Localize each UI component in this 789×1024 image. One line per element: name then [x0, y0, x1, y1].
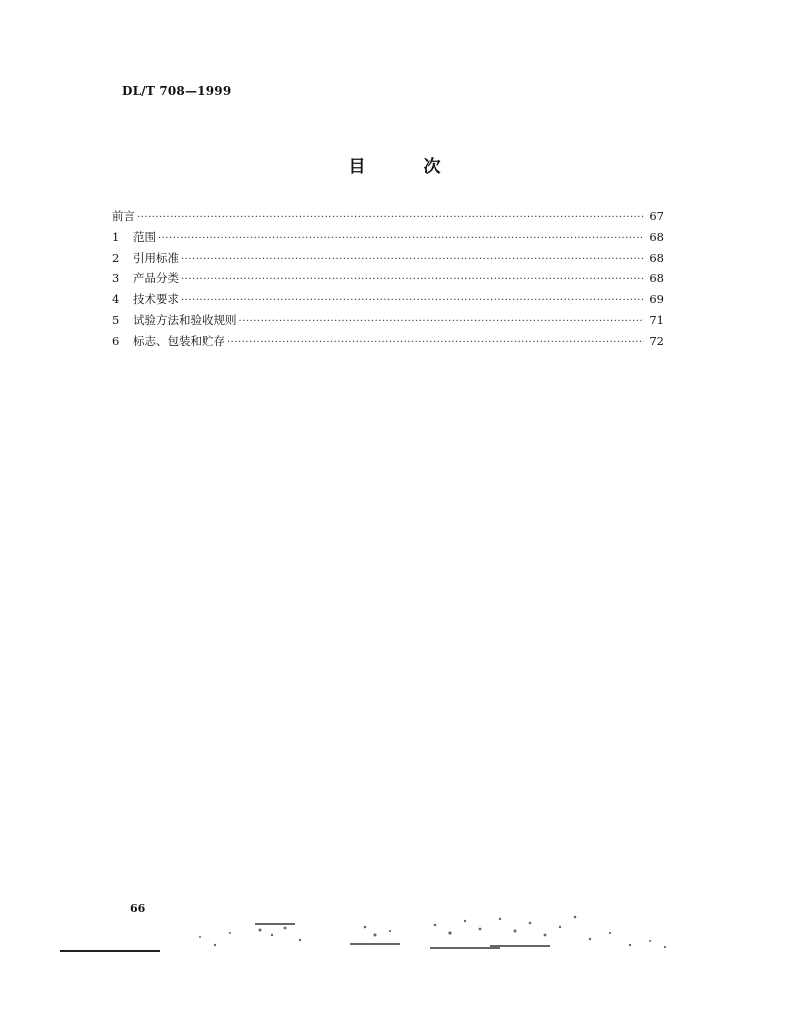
toc-title-char-1: 目 [348, 157, 366, 177]
toc-entry-number: 5 [112, 312, 120, 327]
toc-entry-test-methods[interactable] [112, 310, 664, 331]
toc-entry-requirements[interactable] [112, 289, 664, 310]
toc-entry-page: 68 [649, 271, 664, 286]
toc-title-char-2: 次 [423, 157, 441, 177]
toc-entry-label: 引用标准 [133, 250, 179, 265]
toc-entry-number: 2 [112, 250, 120, 265]
toc-leader-dots [181, 250, 644, 271]
toc-entry-label: 产品分类 [133, 271, 179, 286]
toc-entry-label: 试验方法和验收规则 [133, 312, 237, 327]
toc-entry-number: 6 [112, 333, 120, 348]
scan-artifacts [160, 895, 700, 965]
toc-entry-page: 69 [649, 292, 664, 307]
toc-entry-page: 67 [649, 209, 664, 223]
toc-leader-dots [181, 270, 644, 291]
toc-entry-number: 1 [112, 229, 120, 244]
toc-entry-scope[interactable] [112, 227, 664, 248]
toc-entry-page: 71 [649, 312, 664, 327]
toc-entry-marking-packaging[interactable] [112, 331, 664, 352]
toc-entry-page: 68 [649, 229, 664, 244]
toc-leader-dots [158, 229, 644, 250]
toc-entry-label: 技术要求 [133, 292, 179, 307]
toc-leader-dots [137, 208, 644, 229]
toc-entry-classification[interactable] [112, 268, 664, 289]
document-code: DL/T 708—1999 [122, 84, 232, 98]
toc-entry-label: 标志、包装和贮存 [133, 333, 225, 348]
toc-entry-page: 68 [649, 250, 664, 265]
page-number: 66 [130, 902, 146, 915]
toc-entry-label: 前言 [112, 209, 135, 223]
toc-leader-dots [239, 312, 645, 333]
toc-entry-preface[interactable] [112, 206, 664, 227]
toc-entry-number: 3 [112, 271, 120, 286]
toc-entry-page: 72 [649, 333, 664, 348]
footer-rule [60, 950, 160, 952]
toc-title [0, 152, 789, 177]
toc-entry-normative-references[interactable] [112, 248, 664, 269]
table-of-contents [112, 206, 664, 352]
toc-leader-dots [227, 333, 644, 354]
toc-leader-dots [181, 291, 644, 312]
toc-entry-number: 4 [112, 292, 120, 307]
toc-entry-label: 范围 [133, 229, 156, 244]
